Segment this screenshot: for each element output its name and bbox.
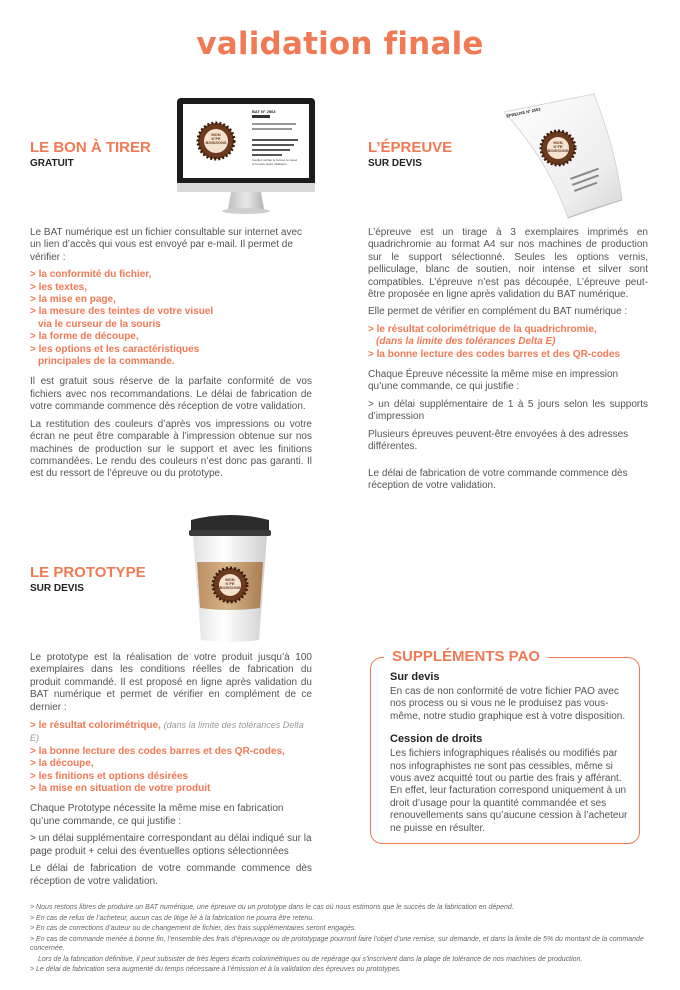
- prototype-heading: [30, 565, 146, 595]
- footnote: > En cas de commande menée à bonne fin, l’ensemble des frais d’épreuvage ou de prototypage pourront faire l’objet d’une remise, sur demande, et dans la limite de 5% du montant de la commande concernée.: [30, 935, 644, 952]
- epreuve-para4: Plusieurs épreuves peuvent-être envoyées à des adresses différentes.: [368, 428, 629, 453]
- supplements-title: SUPPLÉMENTS PAO: [384, 648, 548, 665]
- epreuve-lead: Elle permet de vérifier en complément du BAT numérique :: [368, 306, 628, 318]
- supplements-body: [390, 671, 628, 840]
- prototype-para4: Le délai de fabrication de votre commande commence dès réception de votre validation.: [30, 863, 312, 887]
- prototype-intro: Le prototype est la réalisation de votre produit jusqu’à 100 exemplaires dans les conditions réelles de fabrication du produit commandé. Il est proposé en ligne après validation du BAT numérique et permet de vérifier en complément de ce dernier :: [30, 652, 312, 713]
- footnote: > Nous restons libres de produire un BAT numérique, une épreuve ou un prototype dans le cas où nous estimons que le succès de la fabrication en dépend.: [30, 904, 514, 911]
- epreuve-checklist: [368, 324, 648, 361]
- paper-logo-line1: MON: [553, 140, 563, 145]
- bat-item-cont: via le curseur de la souris: [38, 318, 161, 330]
- epreuve-subtitle: SUR DEVIS: [368, 158, 422, 169]
- bat-item: > la conformité du fichier,: [30, 269, 152, 281]
- bat-body: [30, 227, 312, 486]
- epreuve-intro: L’épreuve est un tirage à 3 exemplaires imprimés en quadrichromie au format A4 sur nos machines de production sur le support sélectionné. Seules les options vernis, pelliculage, blanc de soutien, noir intense et silver sont compatibles. L’épreuve n’est pas découpée, L’épreuve peut-être proposée en ligne après validation du BAT numérique.: [368, 227, 648, 301]
- cup-logo-line1: MON: [225, 577, 235, 582]
- prototype-item-note: (dans la limite des tolérances Delta E): [30, 720, 304, 744]
- monitor-logo-text: [199, 133, 233, 145]
- bat-item-cont: principales de la commande.: [38, 356, 175, 368]
- bat-intro: Le BAT numérique est un fichier consultable sur internet avec un lien d’accès qui vous est envoyé par e-mail. Il permet de vérifier :: [30, 227, 303, 263]
- bat-checklist: [30, 269, 312, 368]
- cup-logo-line3: BOISSONS: [219, 585, 241, 590]
- bat-subtitle: GRATUIT: [30, 158, 74, 169]
- bat-title: LE BON À TIRER: [30, 139, 151, 156]
- paper-heading: ÉPREUVE N° 2563: [505, 106, 541, 119]
- prototype-item: > la mise en situation de votre produit: [30, 783, 211, 795]
- footnotes: [30, 903, 655, 976]
- prototype-item: > les finitions et options désirées: [30, 770, 189, 782]
- monitor-screen-heading: BAT N° 2563: [252, 109, 276, 114]
- epreuve-para5: Le délai de fabrication de votre commande commence dès réception de votre validation.: [368, 467, 628, 491]
- bat-para3: La restitution des couleurs d’après vos impressions ou votre écran ne peut être comparable à l’impression obtenue sur nos machines de production sur le support et avec les finitions commandées. Le rendu des couleurs n’est donc pas garanti. Il est du ressort de l’épreuve ou du prototype.: [30, 418, 312, 480]
- prototype-subtitle: SUR DEVIS: [30, 583, 84, 594]
- supplements-para-droits: Les fichiers infographiques réalisés ou modifiés par nos infographistes ne sont pas cessibles, même si vous avez acquitté tout ou partie des frais y afférant. En effet, leur facturation correspond uniquement à un droit d’usage pour la quantité commandée et ses renouvellements sans qu’aucune cession à l’acheteur ne puisse en résulter.: [390, 748, 628, 834]
- supplements-heading-droits: Cession de droits: [390, 733, 483, 746]
- paper-logo-line2: K’FE: [553, 144, 563, 149]
- bat-para2: Il est gratuit sous réserve de la parfaite conformité de vos fichiers avec nos recommandations. Le délai de fabrication de votre commande commence dès réception de votre validation.: [30, 376, 312, 413]
- epreuve-para3: > un délai supplémentaire de 1 à 5 jours selon les supports d’impression: [368, 398, 648, 423]
- monitor-logo-line2: K’FE: [211, 136, 221, 141]
- epreuve-para2: Chaque Épreuve nécessite la même mise en impression qu’une commande, ce qui justifie :: [368, 369, 619, 393]
- footnote: Lors de la fabrication définitive, il peut subsister de très légers écarts colorimétriques ou de repérage qui s’inscrivent dans la plage de tolérance de nos machines de production.: [38, 955, 583, 963]
- prototype-para2: Chaque Prototype nécessite la même mise en fabrication qu’une commande, ce qui justifie :: [30, 803, 284, 827]
- footnote: > Le délai de fabrication sera augmenté du temps nécessaire à l’émission et à la validation des épreuves ou prototypes.: [30, 966, 402, 973]
- bat-item: [30, 356, 312, 368]
- bat-item: > la mesure des teintes de votre visuel: [30, 306, 214, 318]
- page-title: validation finale: [196, 26, 484, 62]
- cup-logo-text: [214, 578, 246, 590]
- cup-illustration: [185, 510, 275, 645]
- monitor-logo-line3: BOISSONS: [205, 140, 227, 145]
- bat-item: > les textes,: [30, 281, 87, 293]
- supplements-para-devis: En cas de non conformité de votre fichier PAO avec nos process ou si vous ne le produisez pas vous-même, notre studio graphique est à votre disposition.: [390, 686, 626, 722]
- bat-item: > les options et les caractéristiques: [30, 343, 200, 355]
- epreuve-title: L’ÉPREUVE: [368, 139, 453, 156]
- prototype-item: > la découpe,: [30, 758, 94, 770]
- epreuve-item: > le résultat colorimétrique de la quadrichromie,: [368, 323, 597, 335]
- paper-logo-line3: BOISSONS: [547, 148, 569, 153]
- prototype-title: LE PROTOTYPE: [30, 564, 146, 581]
- epreuve-heading: [368, 140, 452, 170]
- prototype-item: [30, 719, 312, 746]
- bat-item: [30, 319, 312, 331]
- supplements-heading-devis: Sur devis: [390, 671, 440, 683]
- epreuve-item: > la bonne lecture des codes barres et des QR-codes: [368, 348, 621, 360]
- paper-logo-text: [542, 141, 574, 153]
- bat-item: > la mise en page,: [30, 294, 116, 306]
- footnote: > En cas de refus de l’acheteur, aucun cas de litige lié à la fabrication ne pourra être retenu.: [30, 914, 315, 922]
- cup-logo-line2: K’FE: [225, 581, 235, 586]
- monitor-logo-line1: MON: [211, 132, 221, 137]
- footnote: > En cas de corrections d’auteur ou de changement de fichier, des frais supplémentaires seront engagés.: [30, 925, 357, 932]
- prototype-item-label: > le résultat colorimétrique,: [30, 720, 161, 732]
- paper-illustration: [498, 90, 638, 220]
- paper-sheet-icon: [498, 90, 638, 220]
- epreuve-item-note: (dans la limite des tolérances Delta E): [376, 336, 556, 348]
- monitor-screen-text: Veuillez vérifier le format, le visuel et le texte avant validation.: [252, 158, 298, 166]
- bat-heading: [30, 140, 151, 170]
- prototype-item: > la bonne lecture des codes barres et des QR-codes,: [30, 745, 285, 757]
- prototype-body: [30, 652, 312, 893]
- prototype-para3: > un délai supplémentaire correspondant au délai indiqué sur la page produit + celui des éventuelles options sélectionnées: [30, 833, 312, 857]
- monitor-icon: [176, 97, 316, 217]
- bat-item: > la forme de découpe,: [30, 331, 139, 343]
- monitor-illustration: [176, 97, 316, 217]
- epreuve-body: [368, 227, 648, 497]
- prototype-checklist: [30, 719, 312, 795]
